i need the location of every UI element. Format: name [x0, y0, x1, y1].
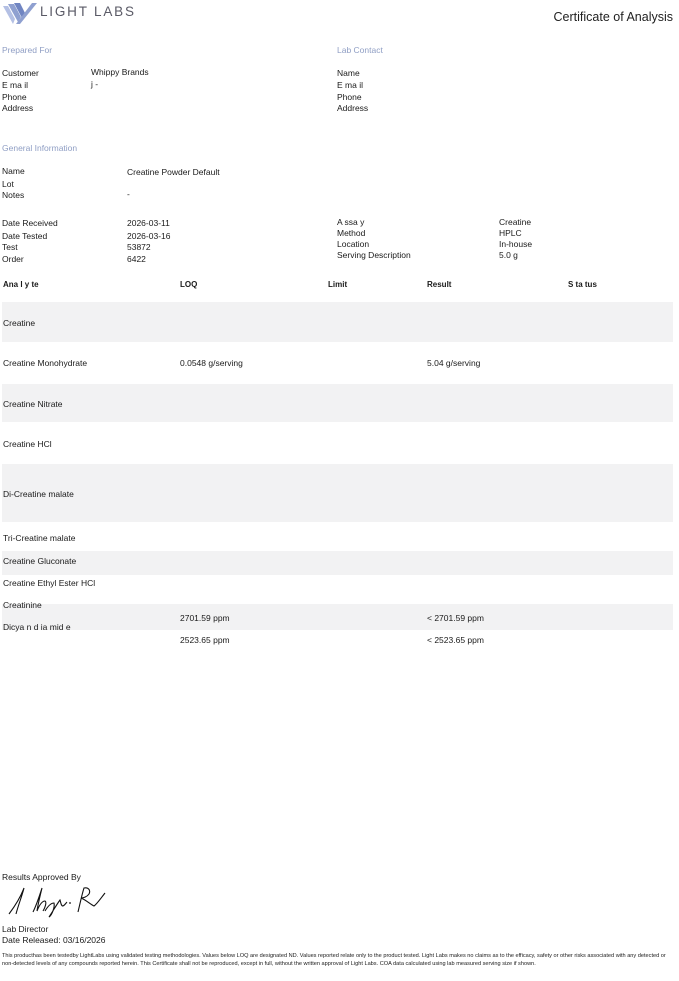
table-row-loq: 2523.65 ppm — [180, 635, 230, 645]
date-received-value: 2026-03-11 — [127, 218, 170, 228]
date-received-label: Date Received — [2, 218, 58, 228]
table-row-band — [2, 384, 673, 422]
director-signature-icon — [6, 884, 108, 918]
location-value: In-house — [499, 239, 533, 249]
table-row-band — [2, 464, 673, 522]
table-row-analyte: Creatine Nitrate — [3, 399, 63, 409]
limit-column-header: Limit — [328, 280, 348, 289]
phone-label: Phone — [2, 92, 27, 102]
results-approved-label: Results Approved By — [2, 872, 81, 882]
loq-column-header: LOQ — [180, 280, 198, 289]
method-value: HPLC — [499, 228, 522, 238]
test-value: 53872 — [127, 242, 151, 252]
table-row-band — [2, 551, 673, 575]
lab-phone-label: Phone — [337, 92, 362, 102]
location-label: Location — [337, 239, 370, 249]
assay-label: A ssa y — [337, 217, 365, 227]
order-value: 6422 — [127, 254, 146, 264]
status-column-header: S ta tus — [568, 280, 597, 289]
assay-value: Creatine — [499, 217, 532, 227]
table-row-loq: 0.0548 g/serving — [180, 358, 243, 368]
table-row-analyte: Creatine HCl — [3, 439, 52, 449]
table-row-result: 5.04 g/serving — [427, 358, 481, 368]
notes-value: - — [127, 189, 130, 199]
method-label: Method — [337, 228, 366, 238]
customer-label: Customer — [2, 68, 39, 78]
table-row-band — [2, 302, 673, 342]
serving-description-value: 5.0 g — [499, 250, 518, 260]
document-title: Certificate of Analysis — [553, 10, 673, 24]
table-row-analyte: Creatine Monohydrate — [3, 358, 88, 368]
lab-address-label: Address — [337, 103, 369, 113]
disclaimer-text: This producthas been testedby LightLabs using validated testing methodologies. Values below LOQ are designated ND. Values reported relate only to the product tested. Light Labs makes no claims as to the efficacy, safety or other risks associated with any detected or non-detected levels of any compounds reported herein. This Certificate shall not be reproduced, except in full, without the written approval of Light Labs. COA data calculated using lab measured serving size if shown. — [2, 953, 666, 967]
table-row-analyte: Di-Creatine malate — [3, 489, 74, 499]
email-label: E ma il — [2, 80, 28, 90]
product-name-value: Creatine Powder Default — [127, 167, 220, 177]
approver-role: Lab Director — [2, 924, 49, 934]
table-row-result: < 2523.65 ppm — [427, 635, 484, 645]
order-label: Order — [2, 254, 24, 264]
table-row-analyte: Creatine Ethyl Ester HCl — [3, 578, 96, 588]
result-column-header: Result — [427, 280, 452, 289]
table-row-analyte: Creatine Gluconate — [3, 556, 77, 566]
test-label: Test — [2, 242, 18, 252]
table-row-analyte: Dicya n d ia mid e — [3, 622, 71, 632]
address-label: Address — [2, 103, 34, 113]
table-row-result: < 2701.59 ppm — [427, 613, 484, 623]
date-released: Date Released: 03/16/2026 — [2, 935, 106, 945]
customer-value: Whippy Brands — [91, 67, 149, 77]
table-row-band — [2, 604, 673, 630]
lab-email-label: E ma il — [337, 80, 363, 90]
lab-name-label: Name — [337, 68, 360, 78]
light-labs-logo-icon — [3, 3, 37, 25]
notes-label: Notes — [2, 190, 25, 200]
table-row-analyte: Creatine — [3, 318, 36, 328]
lot-label: Lot — [2, 179, 14, 189]
table-row-analyte: Tri-Creatine malate — [3, 533, 76, 543]
general-info-heading: General Information — [2, 143, 78, 153]
date-tested-value: 2026-03-16 — [127, 231, 171, 241]
email-value: j - — [91, 79, 99, 89]
date-tested-label: Date Tested — [2, 231, 48, 241]
serving-description-label: Serving Description — [337, 250, 411, 260]
table-row-loq: 2701.59 ppm — [180, 613, 230, 623]
brand-name: LIGHT LABS — [40, 4, 136, 19]
prepared-for-heading: Prepared For — [2, 45, 53, 55]
analyte-column-header: Ana l y te — [3, 280, 39, 289]
lab-contact-heading: Lab Contact — [337, 45, 383, 55]
table-row-analyte: Creatinine — [3, 600, 42, 610]
product-name-label: Name — [2, 166, 25, 176]
